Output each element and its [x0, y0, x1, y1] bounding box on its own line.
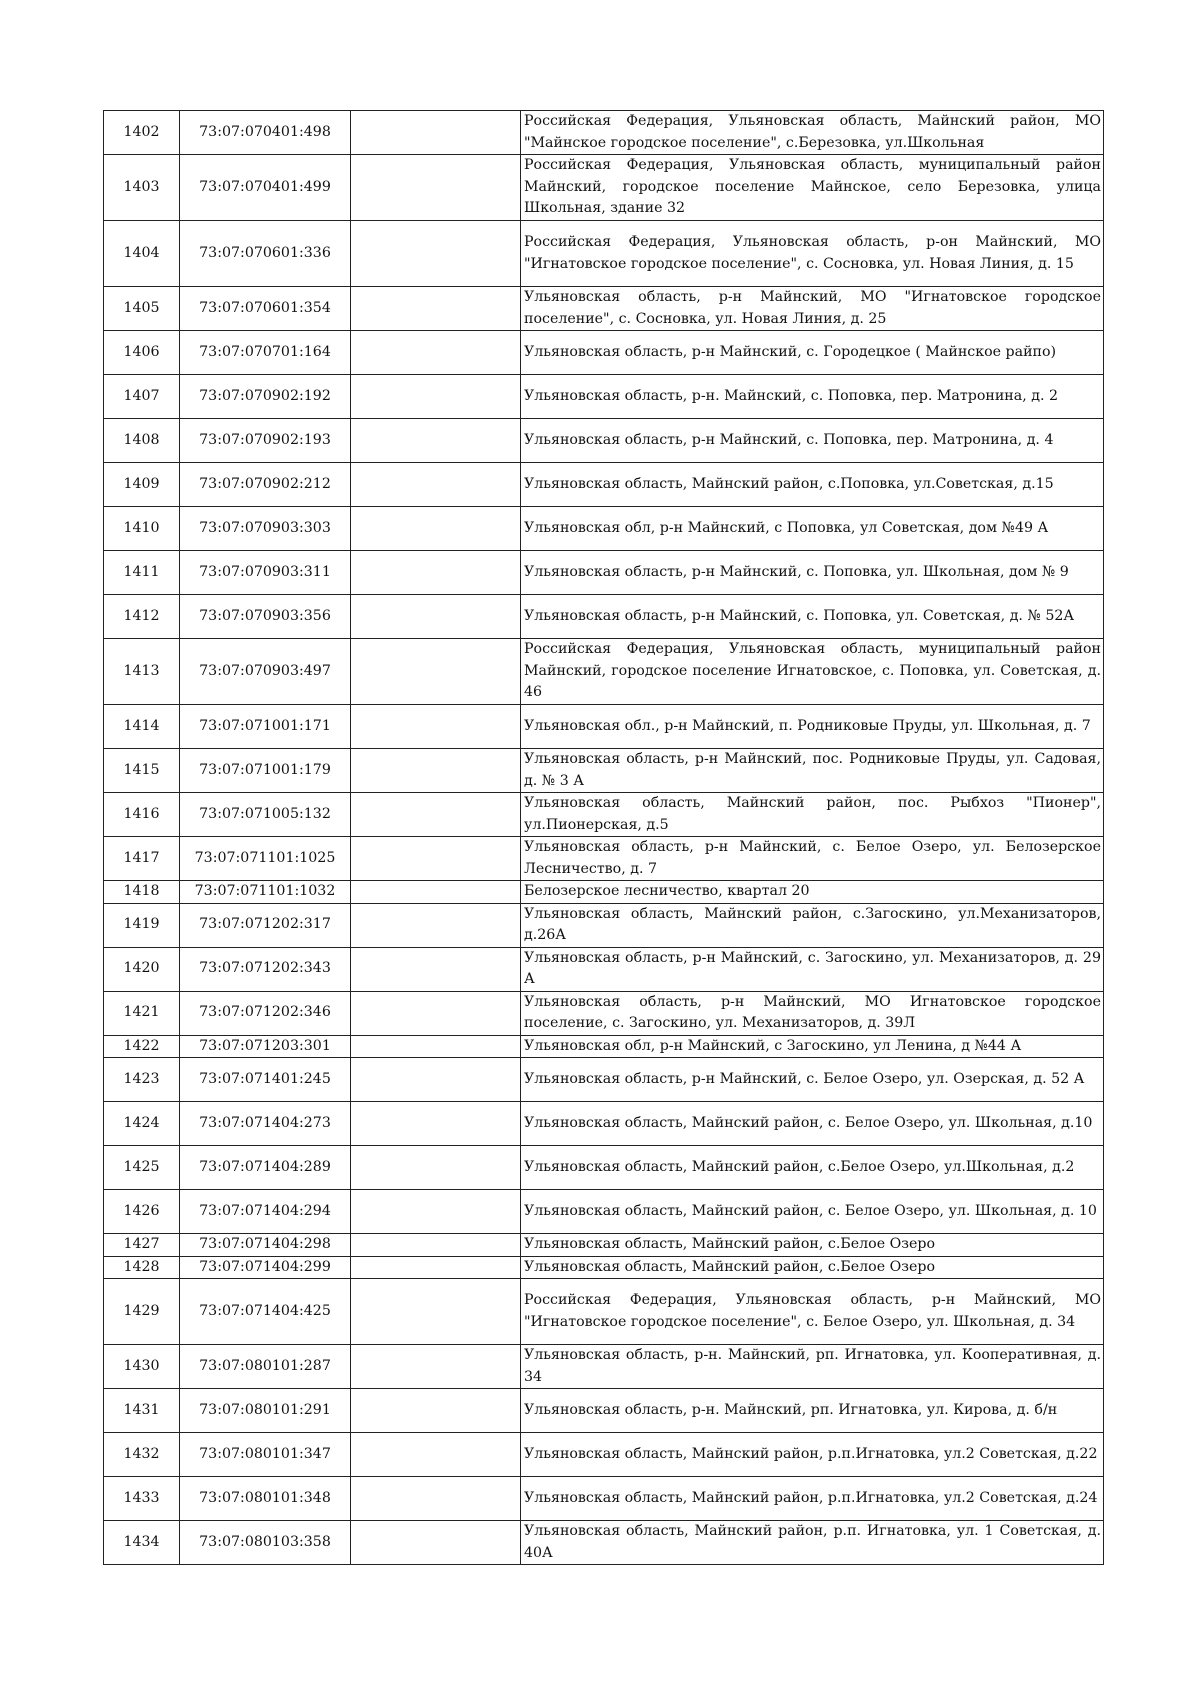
- table-row: [104, 903, 1104, 947]
- empty-cell: [351, 1234, 521, 1257]
- address: Ульяновская область, р-н Майнский, с. Поповка, ул. Советская, д. № 52А: [521, 595, 1104, 639]
- cadastral-number: 73:07:071404:294: [180, 1190, 351, 1234]
- address: Ульяновская обл, р-н Майнский, с Поповка, ул Советская, дом №49 А: [521, 507, 1104, 551]
- address: Ульяновская область, Майнский район, с.Загоскино, ул.Механизаторов, д.26А: [521, 903, 1104, 947]
- empty-cell: [351, 375, 521, 419]
- row-number: 1413: [104, 639, 180, 705]
- table-row: [104, 419, 1104, 463]
- cadastral-number: 73:07:070903:303: [180, 507, 351, 551]
- empty-cell: [351, 155, 521, 221]
- empty-cell: [351, 793, 521, 837]
- empty-cell: [351, 837, 521, 881]
- address: Российская Федерация, Ульяновская область, р-н Майнский, МО "Игнатовское городское поселение", с. Белое Озеро, ул. Школьная, д. 34: [521, 1279, 1104, 1345]
- address: Ульяновская область, р-н Майнский, МО Игнатовское городское поселение, с. Загоскино, ул. Механизаторов, д. 39Л: [521, 991, 1104, 1035]
- cadastral-number: 73:07:071404:273: [180, 1102, 351, 1146]
- row-number: 1425: [104, 1146, 180, 1190]
- table-row: [104, 287, 1104, 331]
- empty-cell: [351, 1389, 521, 1433]
- table-row: [104, 331, 1104, 375]
- row-number: 1411: [104, 551, 180, 595]
- property-table-body: [104, 111, 1104, 1565]
- table-row: [104, 595, 1104, 639]
- table-row: [104, 1477, 1104, 1521]
- address: Ульяновская область, Майнский район, пос. Рыбхоз "Пионер", ул.Пионерская, д.5: [521, 793, 1104, 837]
- row-number: 1409: [104, 463, 180, 507]
- cadastral-number: 73:07:071404:425: [180, 1279, 351, 1345]
- address: Российская Федерация, Ульяновская область, муниципальный район Майнский, городское поселение Игнатовское, с. Поповка, ул. Советская, д. 46: [521, 639, 1104, 705]
- address: Ульяновская область, р-н. Майнский, рп. Игнатовка, ул. Кирова, д. б/н: [521, 1389, 1104, 1433]
- cadastral-number: 73:07:071101:1032: [180, 881, 351, 904]
- row-number: 1434: [104, 1521, 180, 1565]
- address: Ульяновская область, р-н Майнский, с. Поповка, пер. Матронина, д. 4: [521, 419, 1104, 463]
- row-number: 1420: [104, 947, 180, 991]
- address: Ульяновская область, р-н Майнский, с. Поповка, ул. Школьная, дом № 9: [521, 551, 1104, 595]
- empty-cell: [351, 749, 521, 793]
- table-row: [104, 1256, 1104, 1279]
- address: Ульяновская область, Майнский район, р.п. Игнатовка, ул. 1 Советская, д. 40А: [521, 1521, 1104, 1565]
- cadastral-number: 73:07:080101:291: [180, 1389, 351, 1433]
- empty-cell: [351, 1256, 521, 1279]
- row-number: 1407: [104, 375, 180, 419]
- row-number: 1430: [104, 1345, 180, 1389]
- row-number: 1403: [104, 155, 180, 221]
- address: Ульяновская область, Майнский район, с. Белое Озеро, ул. Школьная, д. 10: [521, 1190, 1104, 1234]
- address: Ульяновская область, р-н Майнский, с. Белое Озеро, ул. Озерская, д. 52 А: [521, 1058, 1104, 1102]
- cadastral-number: 73:07:071005:132: [180, 793, 351, 837]
- cadastral-number: 73:07:080101:347: [180, 1433, 351, 1477]
- row-number: 1412: [104, 595, 180, 639]
- empty-cell: [351, 419, 521, 463]
- table-row: [104, 111, 1104, 155]
- cadastral-number: 73:07:071101:1025: [180, 837, 351, 881]
- cadastral-number: 73:07:070401:499: [180, 155, 351, 221]
- table-row: [104, 375, 1104, 419]
- row-number: 1433: [104, 1477, 180, 1521]
- row-number: 1417: [104, 837, 180, 881]
- cadastral-number: 73:07:071202:346: [180, 991, 351, 1035]
- table-row: [104, 1058, 1104, 1102]
- address: Ульяновская область, р-н. Майнский, рп. Игнатовка, ул. Кооперативная, д. 34: [521, 1345, 1104, 1389]
- table-row: [104, 551, 1104, 595]
- empty-cell: [351, 1477, 521, 1521]
- cadastral-number: 73:07:070401:498: [180, 111, 351, 155]
- cadastral-number: 73:07:071404:299: [180, 1256, 351, 1279]
- empty-cell: [351, 881, 521, 904]
- row-number: 1415: [104, 749, 180, 793]
- row-number: 1429: [104, 1279, 180, 1345]
- row-number: 1422: [104, 1035, 180, 1058]
- row-number: 1416: [104, 793, 180, 837]
- table-row: [104, 749, 1104, 793]
- empty-cell: [351, 903, 521, 947]
- row-number: 1432: [104, 1433, 180, 1477]
- row-number: 1427: [104, 1234, 180, 1257]
- table-row: [104, 221, 1104, 287]
- address: Ульяновская область, Майнский район, с. Белое Озеро, ул. Школьная, д.10: [521, 1102, 1104, 1146]
- row-number: 1418: [104, 881, 180, 904]
- empty-cell: [351, 1521, 521, 1565]
- table-row: [104, 1433, 1104, 1477]
- cadastral-number: 73:07:071202:317: [180, 903, 351, 947]
- cadastral-number: 73:07:080101:287: [180, 1345, 351, 1389]
- row-number: 1428: [104, 1256, 180, 1279]
- address: Российская Федерация, Ульяновская область, муниципальный район Майнский, городское поселение Майнское, село Березовка, улица Школьная, здание 32: [521, 155, 1104, 221]
- empty-cell: [351, 1433, 521, 1477]
- empty-cell: [351, 1146, 521, 1190]
- cadastral-number: 73:07:071404:289: [180, 1146, 351, 1190]
- row-number: 1431: [104, 1389, 180, 1433]
- row-number: 1405: [104, 287, 180, 331]
- address: Ульяновская область, Майнский район, р.п.Игнатовка, ул.2 Советская, д.24: [521, 1477, 1104, 1521]
- address: Ульяновская область, Майнский район, с.Белое Озеро: [521, 1234, 1104, 1257]
- empty-cell: [351, 947, 521, 991]
- table-row: [104, 1521, 1104, 1565]
- row-number: 1419: [104, 903, 180, 947]
- row-number: 1402: [104, 111, 180, 155]
- empty-cell: [351, 1190, 521, 1234]
- row-number: 1408: [104, 419, 180, 463]
- row-number: 1414: [104, 705, 180, 749]
- address: Ульяновская область, Майнский район, с.Поповка, ул.Советская, д.15: [521, 463, 1104, 507]
- cadastral-number: 73:07:070903:356: [180, 595, 351, 639]
- table-row: [104, 1234, 1104, 1257]
- table-row: [104, 705, 1104, 749]
- empty-cell: [351, 595, 521, 639]
- address: Ульяновская область, р-н Майнский, с. Городецкое ( Майнское райпо): [521, 331, 1104, 375]
- property-table: [103, 110, 1104, 1565]
- cadastral-number: 73:07:070903:497: [180, 639, 351, 705]
- address: Ульяновская обл, р-н Майнский, с Загоскино, ул Ленина, д №44 А: [521, 1035, 1104, 1058]
- cadastral-number: 73:07:070902:192: [180, 375, 351, 419]
- cadastral-number: 73:07:071404:298: [180, 1234, 351, 1257]
- table-row: [104, 639, 1104, 705]
- row-number: 1423: [104, 1058, 180, 1102]
- empty-cell: [351, 1102, 521, 1146]
- table-row: [104, 1146, 1104, 1190]
- address: Российская Федерация, Ульяновская область, р-он Майнский, МО "Игнатовское городское поселение", с. Сосновка, ул. Новая Линия, д. 15: [521, 221, 1104, 287]
- cadastral-number: 73:07:070902:193: [180, 419, 351, 463]
- address: Ульяновская область, Майнский район, с.Белое Озеро: [521, 1256, 1104, 1279]
- cadastral-number: 73:07:070601:336: [180, 221, 351, 287]
- empty-cell: [351, 463, 521, 507]
- cadastral-number: 73:07:071401:245: [180, 1058, 351, 1102]
- cadastral-number: 73:07:071203:301: [180, 1035, 351, 1058]
- empty-cell: [351, 331, 521, 375]
- address: Российская Федерация, Ульяновская область, Майнский район, МО "Майнское городское поселение", с.Березовка, ул.Школьная: [521, 111, 1104, 155]
- table-row: [104, 837, 1104, 881]
- row-number: 1406: [104, 331, 180, 375]
- address: Ульяновская область, р-н. Майнский, с. Поповка, пер. Матронина, д. 2: [521, 375, 1104, 419]
- empty-cell: [351, 1279, 521, 1345]
- empty-cell: [351, 1058, 521, 1102]
- cadastral-number: 73:07:071001:179: [180, 749, 351, 793]
- cadastral-number: 73:07:080103:358: [180, 1521, 351, 1565]
- table-row: [104, 793, 1104, 837]
- empty-cell: [351, 287, 521, 331]
- cadastral-number: 73:07:071202:343: [180, 947, 351, 991]
- empty-cell: [351, 1345, 521, 1389]
- table-row: [104, 155, 1104, 221]
- table-row: [104, 881, 1104, 904]
- cadastral-number: 73:07:070902:212: [180, 463, 351, 507]
- cadastral-number: 73:07:071001:171: [180, 705, 351, 749]
- cadastral-number: 73:07:070601:354: [180, 287, 351, 331]
- table-row: [104, 1035, 1104, 1058]
- empty-cell: [351, 705, 521, 749]
- table-row: [104, 507, 1104, 551]
- table-row: [104, 1389, 1104, 1433]
- row-number: 1404: [104, 221, 180, 287]
- address: Ульяновская область, р-н Майнский, МО "Игнатовское городское поселение", с. Сосновка, ул. Новая Линия, д. 25: [521, 287, 1104, 331]
- cadastral-number: 73:07:070701:164: [180, 331, 351, 375]
- table-row: [104, 947, 1104, 991]
- table-row: [104, 1345, 1104, 1389]
- table-row: [104, 463, 1104, 507]
- empty-cell: [351, 551, 521, 595]
- empty-cell: [351, 639, 521, 705]
- cadastral-number: 73:07:070903:311: [180, 551, 351, 595]
- row-number: 1421: [104, 991, 180, 1035]
- address: Ульяновская область, р-н Майнский, пос. Родниковые Пруды, ул. Садовая, д. № 3 А: [521, 749, 1104, 793]
- empty-cell: [351, 991, 521, 1035]
- empty-cell: [351, 507, 521, 551]
- cadastral-number: 73:07:080101:348: [180, 1477, 351, 1521]
- table-row: [104, 991, 1104, 1035]
- empty-cell: [351, 111, 521, 155]
- table-row: [104, 1190, 1104, 1234]
- address: Ульяновская область, Майнский район, р.п.Игнатовка, ул.2 Советская, д.22: [521, 1433, 1104, 1477]
- address: Ульяновская область, р-н Майнский, с. Загоскино, ул. Механизаторов, д. 29 А: [521, 947, 1104, 991]
- address: Ульяновская область, р-н Майнский, с. Белое Озеро, ул. Белозерское Лесничество, д. 7: [521, 837, 1104, 881]
- row-number: 1410: [104, 507, 180, 551]
- empty-cell: [351, 221, 521, 287]
- row-number: 1426: [104, 1190, 180, 1234]
- table-row: [104, 1102, 1104, 1146]
- address: Белозерское лесничество, квартал 20: [521, 881, 1104, 904]
- table-row: [104, 1279, 1104, 1345]
- row-number: 1424: [104, 1102, 180, 1146]
- address: Ульяновская обл., р-н Майнский, п. Родниковые Пруды, ул. Школьная, д. 7: [521, 705, 1104, 749]
- address: Ульяновская область, Майнский район, с.Белое Озеро, ул.Школьная, д.2: [521, 1146, 1104, 1190]
- empty-cell: [351, 1035, 521, 1058]
